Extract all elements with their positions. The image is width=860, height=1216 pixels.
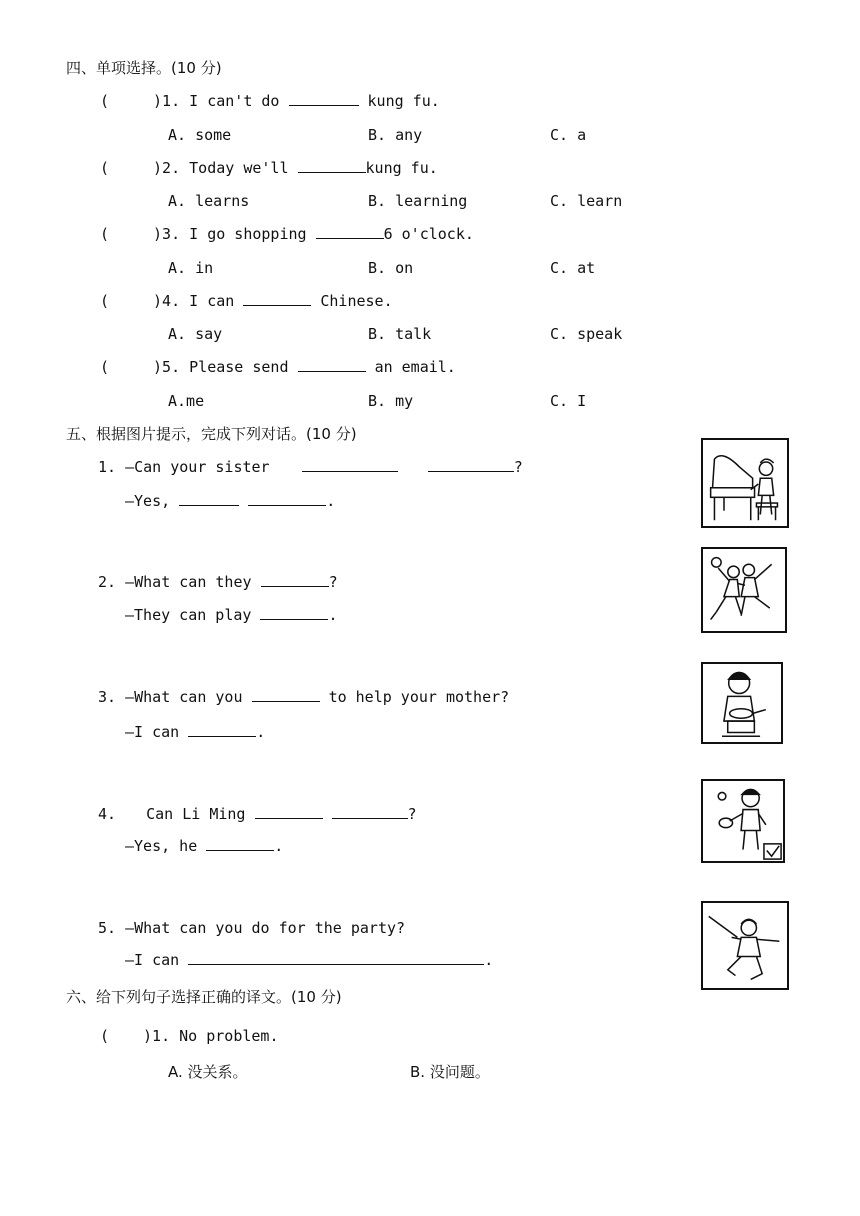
option-b: B. 没问题。 [410, 1063, 490, 1081]
option-c: C. a [550, 126, 587, 144]
question-text: I go shopping [189, 225, 307, 243]
answer-text: —They can play [125, 606, 252, 624]
piano-girl-picture [701, 438, 789, 528]
kung-fu-girl-picture [701, 901, 789, 990]
answer-text: —Yes, [125, 492, 171, 510]
answer-paren-open: ( [100, 1027, 110, 1045]
question-text-end: Chinese. [320, 292, 393, 310]
fill-blank[interactable] [248, 491, 326, 506]
fill-blank[interactable] [261, 572, 329, 587]
question-number: )1. [153, 92, 181, 110]
dialogue-question [98, 457, 523, 477]
fill-blank[interactable] [188, 722, 256, 737]
question-number: )4. [153, 292, 181, 310]
dialogue-answer [125, 836, 283, 856]
dialogue-answer [125, 605, 338, 625]
question-number: )2. [153, 159, 181, 177]
question-text: I can [189, 292, 235, 310]
dialogue-answer [125, 491, 335, 511]
question-number: )5. [153, 358, 181, 376]
option-b: B. on [368, 259, 414, 277]
answer-end: . [328, 606, 338, 624]
fill-blank[interactable] [332, 804, 408, 819]
dialogue-answer [125, 722, 265, 742]
fill-blank[interactable] [243, 291, 311, 306]
question-text: —Can your sister [125, 458, 270, 476]
question-row [100, 91, 440, 111]
option-b: B. my [368, 392, 414, 410]
ping-pong-boy-picture [701, 779, 785, 863]
option-c: C. at [550, 259, 596, 277]
question-text: Today we'll [189, 159, 289, 177]
question-row [100, 224, 474, 244]
item-number: 1. [98, 458, 117, 476]
option-a: A. 没关系。 [168, 1063, 248, 1081]
fill-blank[interactable] [289, 91, 359, 106]
question-text: No problem. [179, 1027, 279, 1045]
answer-end: . [326, 492, 336, 510]
fill-blank[interactable] [298, 158, 366, 173]
question-row [100, 291, 393, 311]
fill-blank[interactable] [428, 457, 514, 472]
question-end: ? [328, 573, 338, 591]
item-number: 3. [98, 688, 117, 706]
answer-end: . [484, 951, 494, 969]
question-end: ? [513, 458, 523, 476]
option-b: B. talk [368, 325, 432, 343]
option-c: C. learn [550, 192, 623, 210]
answer-paren-open: ( [100, 358, 110, 376]
question-text: —What can they [125, 573, 252, 591]
kung-fu-girl-illustration [703, 903, 787, 988]
fill-blank[interactable] [260, 605, 328, 620]
fill-blank[interactable] [179, 491, 239, 506]
fill-blank[interactable] [298, 357, 366, 372]
question-text-end: 6 o'clock. [383, 225, 474, 243]
dancing-children-picture [701, 547, 787, 633]
option-b: B. any [368, 126, 423, 144]
option-b: B. learning [368, 192, 468, 210]
option-c: C. speak [550, 325, 623, 343]
dialogue-question [98, 918, 405, 938]
question-text-end: kung fu. [367, 92, 440, 110]
dialogue-answer [125, 950, 493, 970]
item-number: 4. [98, 805, 117, 823]
answer-text: —I can [125, 951, 180, 969]
answer-end: . [256, 723, 266, 741]
question-end: ? [407, 805, 417, 823]
answer-end: . [274, 837, 284, 855]
section-heading-5: 五、根据图片提示，完成下列对话。(10 分) [66, 425, 357, 443]
answer-paren-open: ( [100, 225, 110, 243]
cooking-boy-picture [701, 662, 783, 744]
fill-blank[interactable] [302, 457, 398, 472]
option-a: A. in [168, 259, 214, 277]
question-text-end: an email. [374, 358, 456, 376]
option-c: C. I [550, 392, 587, 410]
answer-text: —Yes, he [125, 837, 198, 855]
question-number: )1. [143, 1027, 171, 1045]
question-text: Can Li Ming [146, 805, 246, 823]
option-a: A. say [168, 325, 223, 343]
item-number: 5. [98, 919, 117, 937]
cooking-boy-illustration [703, 664, 781, 742]
dialogue-question [98, 804, 417, 824]
question-row [100, 357, 456, 377]
answer-paren-open: ( [100, 159, 110, 177]
answer-text: —I can [125, 723, 180, 741]
question-text: —What can you do for the party? [125, 919, 406, 937]
option-a: A.me [168, 392, 205, 410]
fill-blank[interactable] [255, 804, 323, 819]
question-text: —What can you [125, 688, 243, 706]
question-number: )3. [153, 225, 181, 243]
answer-paren-open: ( [100, 92, 110, 110]
dialogue-question [98, 572, 338, 592]
ping-pong-boy-illustration [703, 781, 783, 861]
question-text: I can't do [189, 92, 280, 110]
fill-blank[interactable] [206, 836, 274, 851]
question-row [100, 1026, 279, 1046]
fill-blank[interactable] [316, 224, 384, 239]
question-row [100, 158, 438, 178]
dialogue-question [98, 687, 509, 707]
fill-blank[interactable] [252, 687, 320, 702]
piano-girl-illustration [703, 440, 787, 526]
question-text-end: kung fu. [365, 159, 438, 177]
fill-blank[interactable] [188, 950, 484, 965]
answer-paren-open: ( [100, 292, 110, 310]
option-a: A. learns [168, 192, 250, 210]
question-text: Please send [189, 358, 289, 376]
question-text-end: to help your mother? [328, 688, 510, 706]
section-heading-4: 四、单项选择。(10 分) [66, 59, 222, 77]
item-number: 2. [98, 573, 117, 591]
section-heading-6: 六、给下列句子选择正确的译文。(10 分) [66, 988, 342, 1006]
option-a: A. some [168, 126, 232, 144]
dancing-children-illustration [703, 549, 785, 631]
